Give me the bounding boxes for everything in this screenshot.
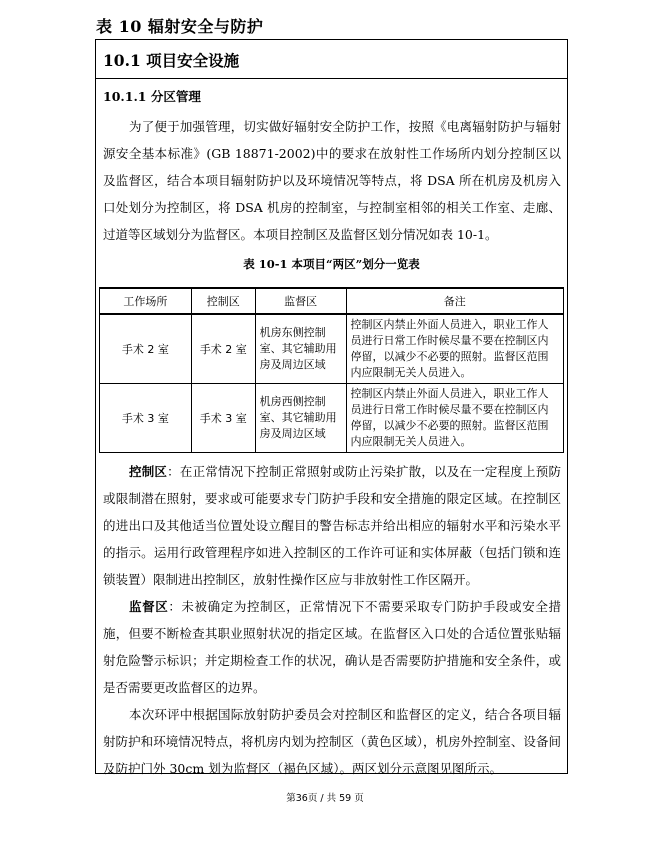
supervised-zone-term: 监督区 — [129, 599, 169, 614]
cell-supervised-zone: 机房东侧控制室、其它辅助用房及周边区域 — [255, 314, 346, 384]
header-workplace: 工作场所 — [100, 288, 192, 314]
content-frame — [95, 39, 568, 774]
header-control-zone: 控制区 — [191, 288, 255, 314]
section-title: 10.1 项目安全设施 — [103, 51, 240, 70]
cell-control-zone: 手术 3 室 — [191, 384, 255, 453]
cell-remarks: 控制区内禁止外面人员进入，职业工作人员进行日常工作时候尽量不要在控制区内停留，以减少不必要的照射。监督区范围内应限制无关人员进入。 — [346, 384, 564, 453]
table-caption: 表 10-1 本项目“两区”划分一览表 — [243, 257, 420, 271]
control-zone-paragraph — [103, 458, 561, 593]
control-zone-term: 控制区 — [129, 464, 168, 479]
closing-paragraph: 本次环评中根据国际放射防护委员会对控制区和监督区的定义，结合各项目辐射防护和环境情况特点，将机房内划为控制区（黄色区域），机房外控制室、设备间及防护门外 30cm 划为监督区（褐色区域）。两区划分示意图见图所示。 — [103, 707, 561, 776]
control-zone-text: ：在正常情况下控制正常照射或防止污染扩散，以及在一定程度上预防或限制潜在照射，要求或可能要求专门防护手段和安全措施的限定区域。在控制区的进出口及其他适当位置处设立醒目的警告标志并给出相应的辐射水平和污染水平的指示。运用行政管理程序如进入控制区的工作许可证和实体屏蔽（包括门锁和连锁装置）限制进出控制区，放射性操作区应与非放射性工作区隔开。 — [103, 464, 561, 587]
cell-supervised-zone: 机房西侧控制室、其它辅助用房及周边区域 — [255, 384, 346, 453]
table-header-row — [100, 288, 564, 314]
cell-control-zone: 手术 2 室 — [191, 314, 255, 384]
section-divider — [96, 78, 567, 79]
table-row — [100, 314, 564, 384]
supervised-zone-paragraph — [103, 593, 561, 701]
cell-remarks: 控制区内禁止外面人员进入，职业工作人员进行日常工作时候尽量不要在控制区内停留，以减少不必要的照射。监督区范围内应限制无关人员进入。 — [346, 314, 564, 384]
cell-workplace: 手术 2 室 — [100, 314, 192, 384]
supervised-zone-text: ：未被确定为控制区，正常情况下不需要采取专门防护手段或安全措施，但要不断检查其职业照射状况的指定区域。在监督区入口处的合适位置张贴辐射危险警示标识；并定期检查工作的状况，确认是否需要防护措施和安全条件，或是否需要更改监督区的边界。 — [103, 599, 561, 695]
cell-workplace: 手术 3 室 — [100, 384, 192, 453]
header-remarks: 备注 — [346, 288, 564, 314]
intro-paragraph: 为了便于加强管理，切实做好辐射安全防护工作，按照《电离辐射防护与辐射源安全基本标准》(GB 18871-2002)中的要求在放射性工作场所内划分控制区以及监督区，结合本项目辐射防护以及环境情况等特点，将 DSA 所在机房及机房入口处划分为控制区，将 DSA 机房的控制室，与控制室相邻的相关工作室、走廊、过道等区域划分为监督区。本项目控制区及监督区划分情况如表 10-1。 — [103, 119, 561, 242]
table-row — [100, 384, 564, 453]
page-heading: 表 10 辐射安全与防护 — [96, 17, 264, 36]
subsection-title: 10.1.1 分区管理 — [103, 89, 201, 104]
page-footer: 第36页 / 共 59 页 — [286, 793, 364, 804]
header-supervised-zone: 监督区 — [255, 288, 346, 314]
zone-table — [99, 287, 564, 453]
